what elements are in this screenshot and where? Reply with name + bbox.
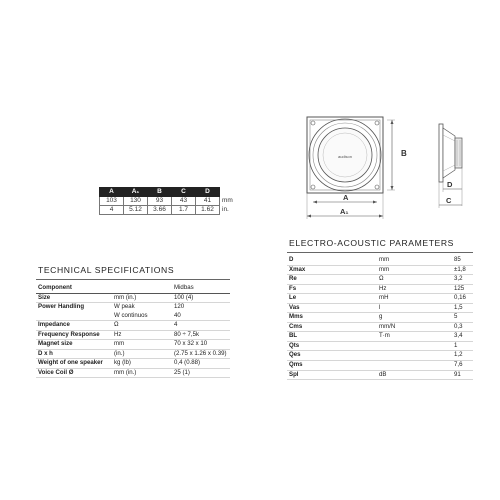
param-label: Mms <box>289 313 303 321</box>
mount-hole <box>375 121 379 125</box>
param-value: 125 <box>454 284 465 292</box>
cone-logo: audison <box>337 154 353 159</box>
label-b: B <box>401 149 407 158</box>
mount-hole <box>311 121 315 125</box>
dim-cell: 4 <box>100 206 124 215</box>
electro-row <box>287 256 473 265</box>
param-unit: mm <box>379 265 390 273</box>
param-unit <box>377 361 452 371</box>
electro-row <box>287 332 473 342</box>
param-value: 1,5 <box>454 303 463 311</box>
dimensions-table <box>99 187 236 215</box>
spec-unit: (in.) <box>114 349 125 357</box>
electro-row <box>287 322 473 332</box>
param-label: Cms <box>289 322 303 330</box>
param-label: D <box>289 256 294 263</box>
electro-row <box>287 313 473 323</box>
technical-specs-title: TECHNICAL SPECIFICATIONS <box>38 265 175 275</box>
mount-hole <box>311 185 315 189</box>
electro-row <box>287 265 473 275</box>
side-flange <box>439 124 443 182</box>
dim-arrow <box>373 201 377 204</box>
spec-value: 40 <box>174 311 181 319</box>
dim-cell: 130 <box>124 197 148 206</box>
electro-row <box>287 370 473 380</box>
label-c: C <box>446 196 452 205</box>
dim-cell: 3.66 <box>148 206 172 215</box>
spec-unit: W peak <box>114 303 135 311</box>
param-label: Spl <box>289 370 299 378</box>
spec-label: Component <box>38 284 72 291</box>
dim-header-cell: D <box>196 188 220 197</box>
param-unit <box>377 341 452 351</box>
dim-cell: 103 <box>100 197 124 206</box>
side-basket <box>443 128 455 178</box>
spec-unit <box>112 284 172 293</box>
speaker-front-view-drawing <box>300 108 420 220</box>
param-value: 3,4 <box>454 332 463 340</box>
param-label: Qes <box>289 351 301 359</box>
param-value: ±1,8 <box>454 265 466 273</box>
electro-row <box>287 351 473 361</box>
spec-value: 25 (1) <box>174 368 190 376</box>
param-unit: Ω <box>379 275 384 283</box>
spec-label: D x h <box>38 349 53 357</box>
spec-value: 80 ÷ 7,5k <box>174 330 200 338</box>
spec-value: 100 (4) <box>174 293 194 301</box>
spec-value: Midbas <box>174 284 194 291</box>
electro-row <box>287 275 473 285</box>
param-label: BL <box>289 332 298 340</box>
technical-row <box>36 293 230 303</box>
electro-row <box>287 303 473 313</box>
param-label: Fs <box>289 284 297 292</box>
spec-label: Frequency Response <box>38 330 100 338</box>
electro-row <box>287 284 473 294</box>
param-label: Xmax <box>289 265 306 273</box>
technical-row <box>36 349 230 359</box>
technical-row <box>36 330 230 340</box>
dim-unit: mm <box>220 197 237 206</box>
spec-label: Impedance <box>38 321 70 329</box>
param-unit <box>377 351 452 361</box>
technical-row <box>36 303 230 321</box>
dim-header-cell: B <box>148 188 172 197</box>
spec-value-group <box>172 303 230 321</box>
electro-row <box>287 341 473 351</box>
dim-cell: 93 <box>148 197 172 206</box>
label-d: D <box>447 180 453 189</box>
spec-label: Power Handling <box>38 303 85 311</box>
dim-arrow <box>379 215 383 218</box>
dim-header-cell: C <box>172 188 196 197</box>
electro-acoustic-title: ELECTRO-ACOUSTIC PARAMETERS <box>289 238 455 248</box>
electro-title-rule <box>287 252 473 253</box>
param-unit: mm <box>379 256 390 263</box>
speaker-side-view-drawing <box>418 115 500 210</box>
spec-label: Size <box>38 293 51 301</box>
dim-header-cell: A₁ <box>124 188 148 197</box>
side-magnet <box>455 138 462 168</box>
spec-unit: mm (in.) <box>114 293 137 301</box>
dimensions-header-row <box>100 188 237 197</box>
spec-unit: mm (in.) <box>114 368 137 376</box>
spec-unit: mm <box>114 340 125 348</box>
param-value: 7,6 <box>454 361 463 369</box>
technical-title-rule <box>36 279 230 280</box>
spec-label: Magnet size <box>38 340 73 348</box>
param-unit: l <box>379 303 381 311</box>
spec-value: 0,4 (0.88) <box>174 359 201 367</box>
dim-unit-spacer <box>220 188 237 197</box>
mount-hole <box>375 185 379 189</box>
spec-label: Voice Coil Ø <box>38 368 74 376</box>
technical-row <box>36 359 230 369</box>
param-label: Qts <box>289 341 300 349</box>
param-unit: mm/N <box>379 322 396 330</box>
spec-unit: kg (lb) <box>114 359 131 367</box>
dim-arrow <box>391 120 394 124</box>
param-value: 3,2 <box>454 275 463 283</box>
param-label: Qms <box>289 361 303 369</box>
spec-unit: Hz <box>114 330 122 338</box>
spec-unit: W continuos <box>114 311 148 319</box>
technical-row <box>36 321 230 331</box>
technical-row <box>36 340 230 350</box>
spec-value: 120 <box>174 303 185 311</box>
spec-value: 70 x 32 x 10 <box>174 340 208 348</box>
label-a: A <box>343 193 349 202</box>
dim-cell: 41 <box>196 197 220 206</box>
dim-unit: in. <box>220 206 237 215</box>
param-label: Re <box>289 275 297 283</box>
dimensions-in-row <box>100 206 237 215</box>
dim-arrow <box>307 215 311 218</box>
param-label: Vas <box>289 303 300 311</box>
param-value: 0,3 <box>454 322 463 330</box>
param-unit: mH <box>379 294 389 302</box>
dim-cell: 1.7 <box>172 206 196 215</box>
spec-unit: Ω <box>114 321 119 329</box>
electro-row <box>287 294 473 304</box>
param-label: Le <box>289 294 297 302</box>
dimensions-mm-row <box>100 197 237 206</box>
technical-specs-table <box>36 284 230 378</box>
param-unit: dB <box>379 370 387 378</box>
dim-cell: 5.12 <box>124 206 148 215</box>
param-value: 0,16 <box>454 294 466 302</box>
spec-label: Weight of one speaker <box>38 359 103 367</box>
technical-header-row <box>36 284 230 293</box>
label-a1: A₁ <box>340 207 349 216</box>
dim-header-cell: A <box>100 188 124 197</box>
spec-value: (2.75 x 1.26 x 0.39) <box>174 349 227 357</box>
param-value: 91 <box>454 370 461 378</box>
param-unit: T·m <box>379 332 390 340</box>
param-value: 1 <box>454 341 458 349</box>
param-unit: g <box>379 313 383 321</box>
dim-cell: 1.62 <box>196 206 220 215</box>
technical-row <box>36 368 230 378</box>
dim-cell: 43 <box>172 197 196 206</box>
electro-acoustic-table <box>287 256 473 380</box>
dim-arrow <box>313 201 317 204</box>
param-value: 5 <box>454 313 458 321</box>
param-value: 1,2 <box>454 351 463 359</box>
electro-row <box>287 361 473 371</box>
dim-arrow <box>391 186 394 190</box>
param-value: 85 <box>454 256 461 263</box>
spec-unit-group <box>112 303 172 321</box>
spec-value: 4 <box>174 321 178 329</box>
param-unit: Hz <box>379 284 387 292</box>
